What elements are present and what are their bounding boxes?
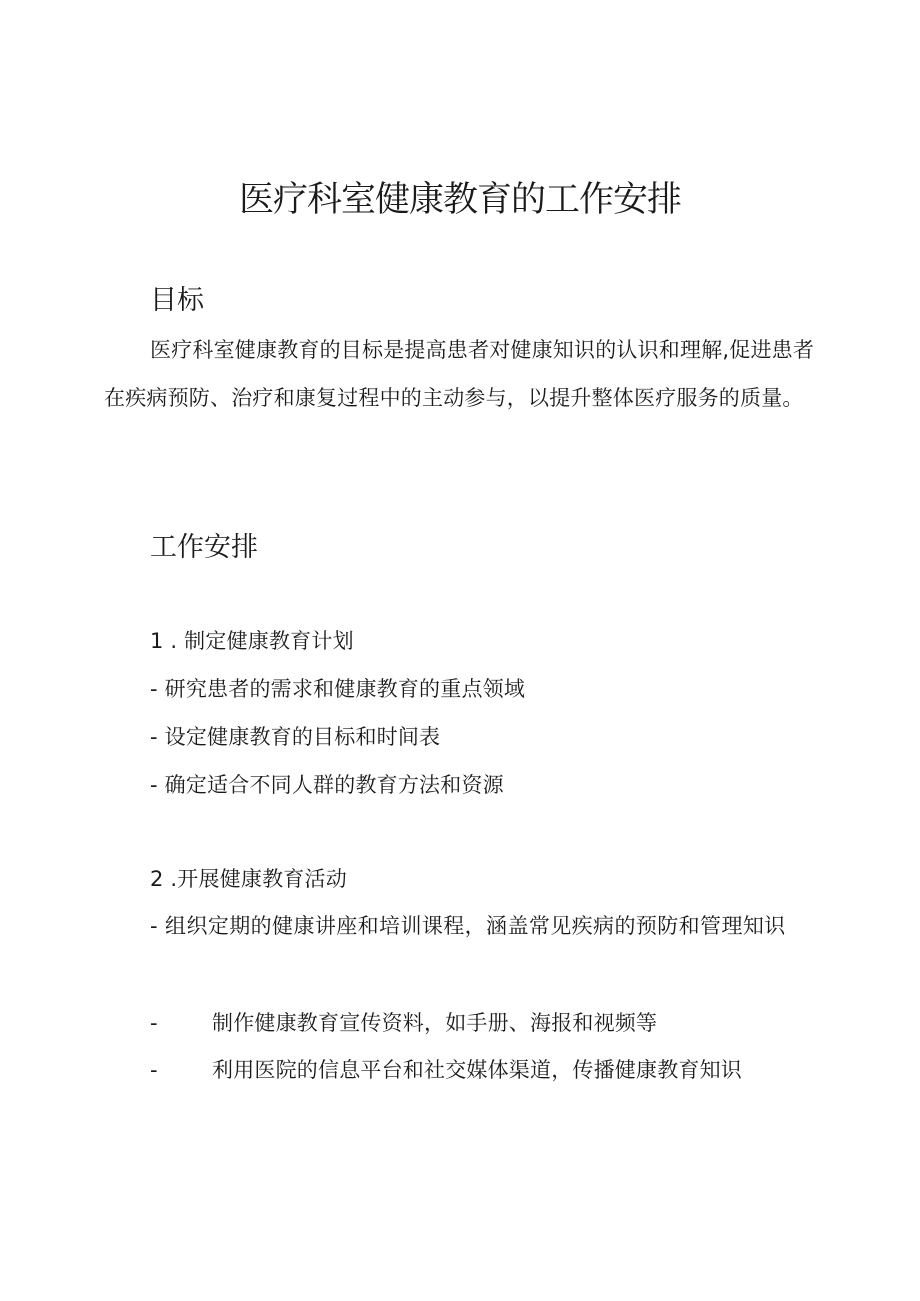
section1-item-1: - 研究患者的需求和健康教育的重点领域 xyxy=(150,677,526,701)
section2-item-3-text: 利用医院的信息平台和社交媒体渠道，传播健康教育知识 xyxy=(212,1058,742,1082)
list-dash: - xyxy=(150,1058,158,1082)
goal-paragraph: 医疗科室健康教育的目标是提高患者对健康知识的认识和理解,促进患者在疾病预防、治疗和康复过程中的主动参与，以提升整体医疗服务的质量。 xyxy=(104,338,815,410)
section1-title: 1 . 制定健康教育计划 xyxy=(150,629,354,653)
section1-item-2: - 设定健康教育的目标和时间表 xyxy=(150,725,441,749)
section1-item-3: - 确定适合不同人群的教育方法和资源 xyxy=(150,773,504,797)
arrangement-heading: 工作安排 xyxy=(150,532,258,563)
section2-item-2 xyxy=(150,1008,657,1038)
document-title: 医疗科室健康教育的工作安排 xyxy=(238,180,681,220)
section2-item-1: - 组织定期的健康讲座和培训课程，涵盖常见疾病的预防和管理知识 xyxy=(150,914,786,938)
goal-heading: 目标 xyxy=(150,285,204,316)
section2-item-2-text: 制作健康教育宣传资料，如手册、海报和视频等 xyxy=(212,1011,658,1035)
section2-title: 2 .开展健康教育活动 xyxy=(150,867,347,891)
list-dash: - xyxy=(150,1011,158,1035)
section2-item-3 xyxy=(150,1055,742,1085)
